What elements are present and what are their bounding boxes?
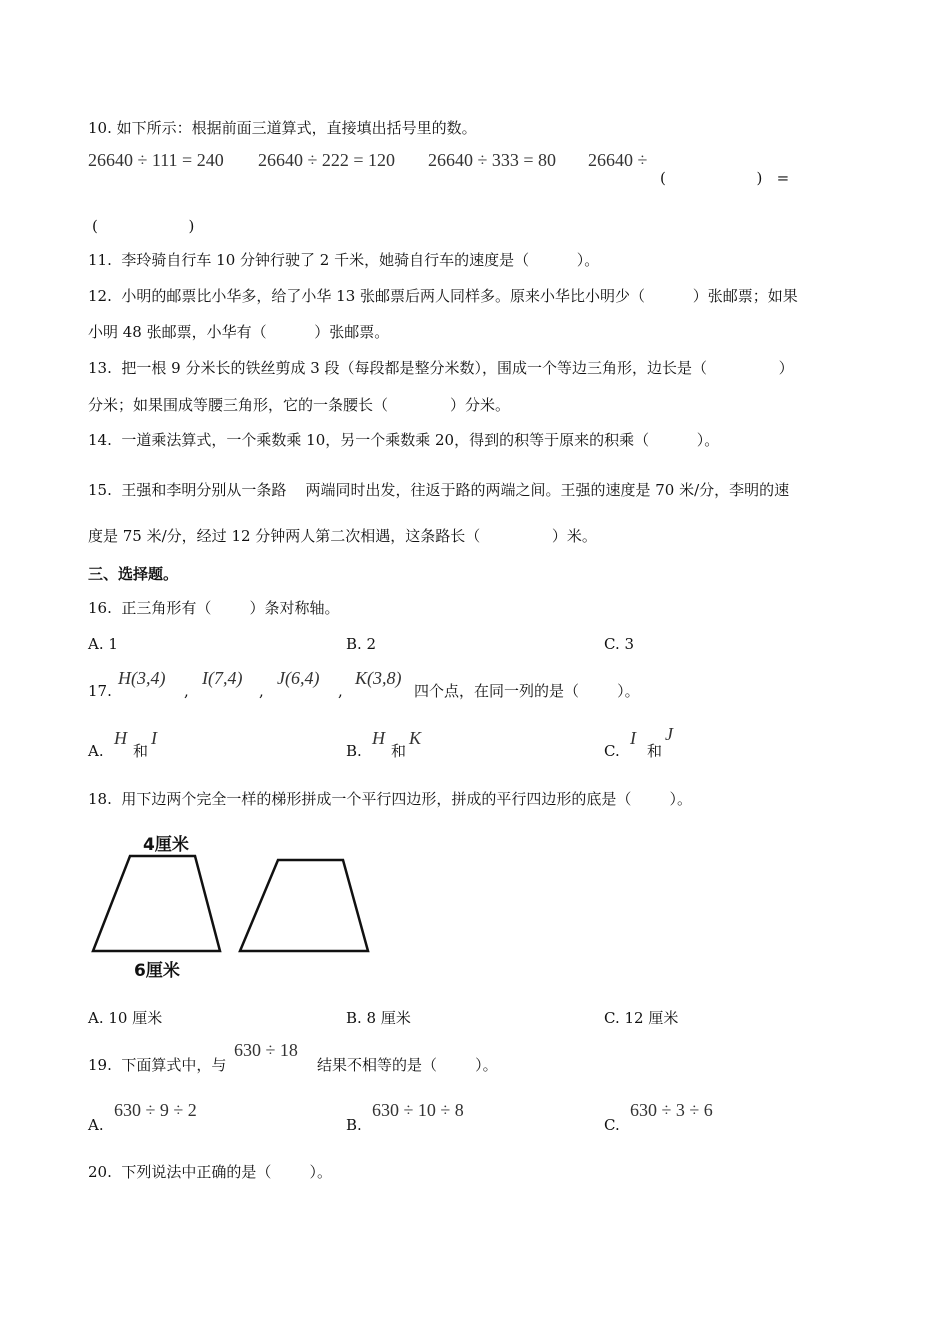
trapezoid-bottom-label: 6厘米 (134, 961, 180, 981)
q17-c-point2: J (665, 724, 673, 744)
q19-b-expr: 630 ÷ 10 ÷ 8 (372, 1100, 464, 1120)
q17-a-label[interactable]: A. (88, 742, 104, 760)
q15-line1: 15. 王强和李明分别从一条路 两端同时出发，往返于路的两端之间。王强的速度是 70 米/分，李明的速 (88, 481, 790, 499)
q17-point-k: K(3,8) (355, 668, 402, 688)
q17-a-and: 和 (133, 742, 149, 760)
q10-text: 10. 如下所示：根据前面三道算式，直接填出括号里的数。 (88, 119, 477, 137)
q17-b-point1: H (372, 728, 385, 748)
q19-suffix: 结果不相等的是（ ）。 (317, 1056, 498, 1074)
q17-b-label[interactable]: B. (346, 742, 362, 760)
q17-a-point1: H (114, 728, 127, 748)
q19-expr: 630 ÷ 18 (234, 1040, 298, 1060)
q10-blank-right[interactable]: ( ) = (660, 169, 790, 187)
q12-line2: 小明 48 张邮票，小华有（ ）张邮票。 (88, 323, 390, 341)
q19-b-label[interactable]: B. (346, 1116, 362, 1134)
q17-comma: , (338, 682, 343, 700)
q10-eq1: 26640 ÷ 111 = 240 (88, 150, 224, 170)
q17-comma: , (259, 682, 264, 700)
section-title: 三、选择题。 (88, 565, 179, 583)
q19-c-expr: 630 ÷ 3 ÷ 6 (630, 1100, 713, 1120)
q18-option-b[interactable]: B. 8 厘米 (346, 1009, 411, 1027)
trapezoid-top-label: 4厘米 (143, 835, 189, 855)
q17-suffix: 四个点，在同一列的是（ ）。 (414, 682, 640, 700)
q17-comma: , (184, 682, 189, 700)
q18-option-c[interactable]: C. 12 厘米 (604, 1009, 679, 1027)
trapezoid-right (240, 860, 368, 951)
q17-b-point2: K (409, 728, 422, 748)
q12-line1: 12. 小明的邮票比小华多，给了小华 13 张邮票后两人同样多。原来小华比小明少（ ）张邮票；如果 (88, 287, 798, 305)
q19-a-label[interactable]: A. (88, 1116, 104, 1134)
q17-c-point1: I (630, 728, 636, 748)
q15-line2: 度是 75 米/分，经过 12 分钟两人第二次相遇，这条路长（ ）米。 (88, 527, 597, 545)
q10-eq3: 26640 ÷ 333 = 80 (428, 150, 557, 170)
q19-prefix: 19. 下面算式中，与 (88, 1056, 227, 1074)
q10-eq2: 26640 ÷ 222 = 120 (258, 150, 396, 170)
q16-option-a[interactable]: A. 1 (88, 635, 118, 653)
q17-point-i: I(7,4) (202, 668, 243, 688)
q10-eq4: 26640 ÷ (588, 150, 648, 170)
q19-a-expr: 630 ÷ 9 ÷ 2 (114, 1100, 197, 1120)
q16-text: 16. 正三角形有（ ）条对称轴。 (88, 599, 340, 617)
q13-line1: 13. 把一根 9 分米长的铁丝剪成 3 段（每段都是整分米数），围成一个等边三角形，边长是（ ） (88, 359, 794, 377)
q17-a-point2: I (151, 728, 157, 748)
q17-c-and: 和 (647, 742, 663, 760)
q16-option-b[interactable]: B. 2 (346, 635, 377, 653)
q10-blank-left[interactable]: ( ) (92, 217, 195, 235)
q11-text: 11. 李玲骑自行车 10 分钟行驶了 2 千米，她骑自行车的速度是（ ）。 (88, 251, 600, 269)
q17-c-label[interactable]: C. (604, 742, 620, 760)
q16-option-c[interactable]: C. 3 (604, 635, 635, 653)
q18-text: 18. 用下边两个完全一样的梯形拼成一个平行四边形，拼成的平行四边形的底是（ ）。 (88, 790, 693, 808)
q17-b-and: 和 (391, 742, 407, 760)
q13-line2: 分米；如果围成等腰三角形，它的一条腰长（ ）分米。 (88, 396, 510, 414)
q17-point-h: H(3,4) (118, 668, 166, 688)
q18-option-a[interactable]: A. 10 厘米 (88, 1009, 163, 1027)
q19-c-label[interactable]: C. (604, 1116, 620, 1134)
q20-text: 20. 下列说法中正确的是（ ）。 (88, 1163, 333, 1181)
q17-point-j: J(6,4) (277, 668, 320, 688)
trapezoid-left (93, 856, 220, 951)
trapezoid-figure (80, 828, 380, 986)
q17-num: 17. (88, 682, 112, 700)
q14-text: 14. 一道乘法算式，一个乘数乘 10，另一个乘数乘 20，得到的积等于原来的积乘（ ）。 (88, 431, 720, 449)
